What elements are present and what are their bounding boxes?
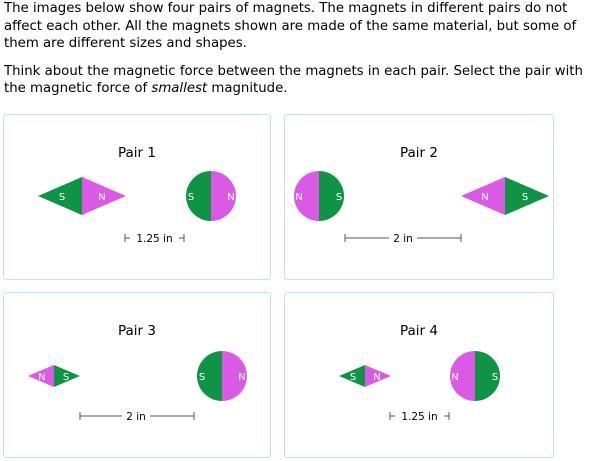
pair-3-option[interactable]	[3, 292, 271, 458]
pair-4-left-magnet-label-right: N	[373, 372, 381, 383]
pair-4-left-magnet-label-left: S	[349, 372, 357, 383]
prompt-text-after: magnitude.	[207, 81, 288, 96]
pair-4-left-magnet	[339, 365, 391, 387]
prompt-text-before: Think about the magnetic force between the magnets in each pair. Select the pair with the magnetic force of	[4, 63, 583, 96]
pair-1-distance-label: 1.25 in	[136, 233, 173, 245]
pair-3-left-magnet	[28, 365, 80, 387]
pair-1-right-magnet-label-left: S	[187, 192, 195, 203]
pair-2-right-magnet-label-right: S	[521, 192, 529, 203]
prompt-paragraph	[4, 63, 598, 98]
pair-3-distance-label: 2 in	[126, 411, 146, 423]
pair-3-right-magnet-label-right: N	[238, 372, 246, 383]
pair-2-option[interactable]	[284, 114, 554, 280]
pair-1-right-magnet-label-right: N	[227, 192, 235, 203]
pair-4-right-magnet-label-left: N	[451, 372, 459, 383]
pair-3-left-magnet-label-right: S	[62, 372, 70, 383]
pair-2-diagram	[285, 115, 555, 281]
intro-paragraph: The images below show four pairs of magnets. The magnets in different pairs do not affect each other. All the magnets shown are made of the same material, but some of them are different sizes and shapes.	[4, 1, 577, 51]
pair-3-left-magnet-label-left: N	[38, 372, 46, 383]
pair-4-option[interactable]	[284, 292, 554, 458]
pair-2-left-magnet-label-left: N	[295, 192, 303, 203]
pair-2-title: Pair 2	[400, 145, 438, 161]
pair-4-right-magnet-label-right: S	[491, 372, 499, 383]
pair-1-right-magnet	[186, 171, 236, 221]
pair-4-right-magnet	[450, 351, 500, 401]
pair-3-title: Pair 3	[118, 323, 156, 339]
question-text	[4, 0, 598, 98]
pair-1-option[interactable]	[3, 114, 271, 280]
pair-2-distance-label: 2 in	[393, 233, 413, 245]
pair-2-left-magnet-label-right: S	[335, 192, 343, 203]
pair-1-left-magnet	[38, 177, 126, 215]
pair-2-right-magnet-label-left: N	[481, 192, 489, 203]
pair-4-title: Pair 4	[400, 323, 438, 339]
pair-4-distance-label: 1.25 in	[401, 411, 438, 423]
pair-2-right-magnet	[461, 177, 549, 215]
pair-1-left-magnet-label-left: S	[58, 192, 66, 203]
pair-1-diagram	[4, 115, 272, 281]
pair-3-right-magnet	[197, 351, 247, 401]
pair-3-diagram	[4, 293, 272, 459]
prompt-emphasis: smallest	[151, 81, 208, 96]
pair-2-left-magnet	[294, 171, 344, 221]
pair-4-diagram	[285, 293, 555, 459]
pair-1-title: Pair 1	[118, 145, 156, 161]
pair-1-left-magnet-label-right: N	[98, 192, 106, 203]
pair-3-right-magnet-label-left: S	[198, 372, 206, 383]
